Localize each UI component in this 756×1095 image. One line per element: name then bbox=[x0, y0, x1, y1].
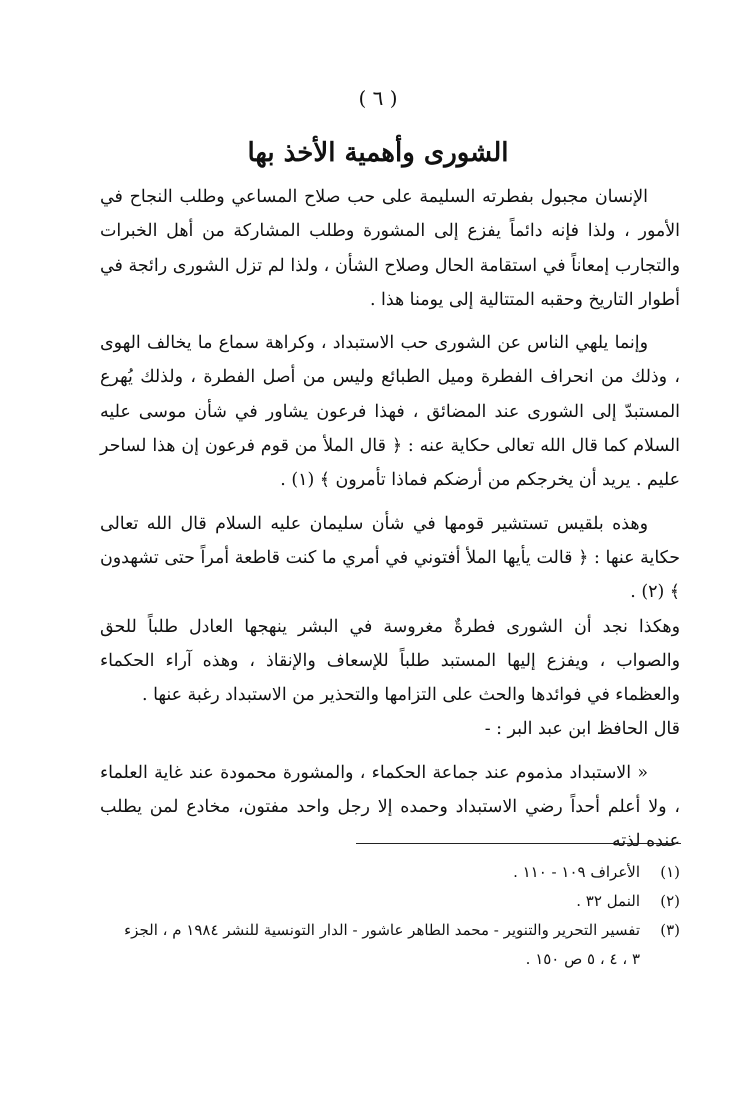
footnote-number: (١) bbox=[660, 863, 680, 881]
paragraph-bilqis: وهذه بلقيس تستشير قومها في شأن سليمان عليه السلام قال الله تعالى حكاية عنها : ﴿ قالت يأيها الملأ أفتوني في أمري ما كنت قاطعة أمراً حتى تشهدون ﴾ (٢) . bbox=[100, 513, 680, 603]
footnote-text: الأعراف ١٠٩ - ١١٠ . bbox=[513, 863, 640, 881]
paragraph-quote-intro: قال الحافظ ابن عبد البر : - bbox=[484, 719, 680, 740]
body-text bbox=[100, 180, 680, 859]
footnote-divider bbox=[356, 843, 681, 844]
footnote-number: (٢) bbox=[660, 892, 680, 910]
paragraph-innate-shura: وهكذا نجد أن الشورى فطرةٌ مغروسة في البشر ينهجها العادل طلباً للحق والصواب ، ويفزع إليها المستبد طلباً للإسعاف والإنقاذ ، وهذه آراء الحكماء والعظماء في فوائدها والحث على التزامها والتحذير من الاستبداد رغبة عنها . bbox=[100, 616, 680, 706]
footnote-item bbox=[95, 887, 680, 916]
footnote-item bbox=[95, 858, 680, 887]
page-number: ( ٦ ) bbox=[358, 86, 398, 110]
footnote-text: النمل ٣٢ . bbox=[576, 892, 640, 910]
paragraph-intro: الإنسان مجبول بفطرته السليمة على حب صلاح المساعي وطلب النجاح في الأمور ، ولذا فإنه دائماً يفزع إلى المشورة وطلب المشاركة من أهل الخبرات والتجارب إمعاناً في استقامة الحال وصلاح الشأن ، ولذا لم تزل الشورى رائجة في أطوار التاريخ وحقبه المتتالية إلى يومنا هذا . bbox=[100, 187, 680, 310]
footnote-text: تفسير التحرير والتنوير - محمد الطاهر عاشور - الدار التونسية للنشر ١٩٨٤ م ، الجزء bbox=[124, 921, 640, 939]
paragraph-despotism: وإنما يلهي الناس عن الشورى حب الاستبداد ، وكراهة سماع ما يخالف الهوى ، وذلك من انحراف الفطرة وميل الطبائع وليس من أصل الفطرة ، ولذلك يُهرع المستبدّ إلى الشورى عند المضائق ، فهذا فرعون يشاور في شأن موسى عليه السلام كما قال الله تعالى حكاية عنه : ﴿ قال الملأ من قوم فرعون إن هذا لساحر عليم . يريد أن يخرجكم من أرضكم فماذا تأمرون ﴾ (١) . bbox=[100, 333, 680, 491]
footnotes bbox=[95, 858, 680, 974]
paragraph-quote: « الاستبداد مذموم عند جماعة الحكماء ، والمشورة محمودة عند غاية العلماء ، ولا أعلم أحداً رضي الاستبداد وحمده إلا رجل واحد مفتون، مخادع لمن يطلب عنده لذته bbox=[100, 762, 680, 852]
section-heading: الشورى وأهمية الأخذ بها bbox=[247, 138, 509, 168]
footnote-number: (٣) bbox=[660, 921, 680, 939]
footnote-continuation: ٣ ، ٤ ، ٥ ص ١٥٠ . bbox=[525, 950, 640, 968]
footnote-item bbox=[95, 916, 680, 945]
